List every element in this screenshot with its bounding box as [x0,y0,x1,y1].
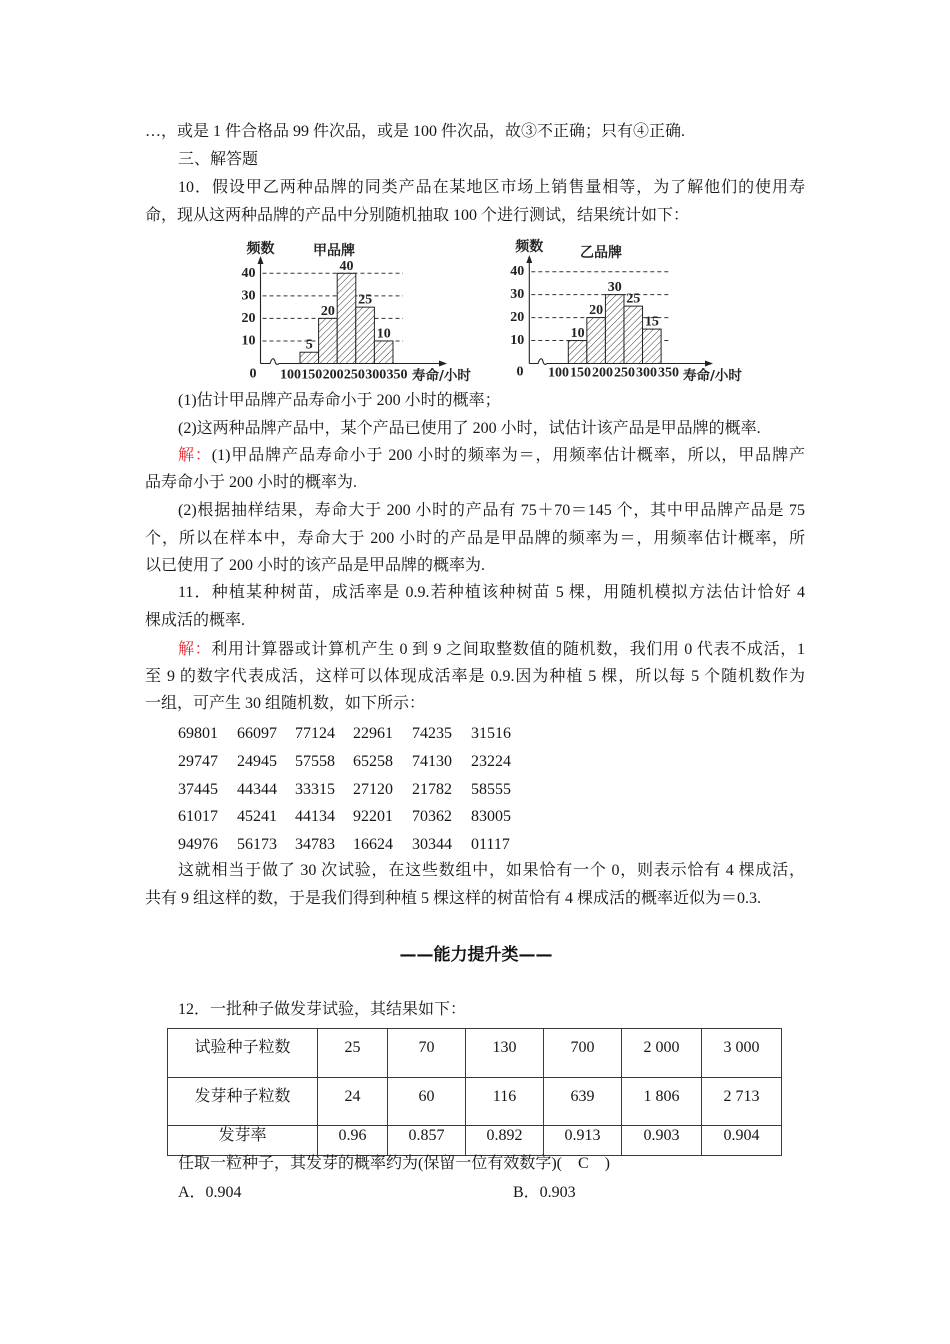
histogram-bar [568,341,587,364]
q11-conclusion-line: 共有 9 组这样的数，于是我们得到种植 5 棵这样的树苗恰有 4 棵成活的概率近似为＝0.3. [145,890,762,907]
bar-value-label: 40 [339,258,354,274]
table-cell: 0.892 [466,1126,544,1156]
table-cell: 24 [318,1078,388,1126]
table-cell: 700 [544,1029,622,1078]
random-number: 34783 [295,836,335,853]
x-tick-label: 350 [658,365,679,381]
y-tick-label: 30 [241,288,256,304]
y-tick-label: 10 [510,333,525,349]
y-axis-label: 频数 [246,241,275,257]
random-number: 65258 [353,752,393,770]
random-number: 22961 [353,725,393,742]
random-number: 77124 [295,725,335,742]
q10-solution-line: 以已使用了 200 小时的该产品是甲品牌的概率为. [145,557,486,574]
random-number: 44344 [237,780,277,798]
random-number: 57558 [295,752,335,770]
x-tick-label: 200 [322,367,344,383]
table-cell: 2 000 [622,1029,702,1078]
q11-conclusion-line: 这就相当于做了 30 次试验，在这些数组中，如果恰有一个 0，则表示恰有 4 棵成活， [178,862,805,879]
table-cell: 639 [544,1078,622,1126]
random-number: 29747 [178,752,218,770]
histogram-bar [356,307,375,363]
histogram-bar [300,352,319,363]
table-cell: 1 806 [622,1078,702,1126]
q10-solution-line [178,446,805,466]
y-tick-label: 20 [241,310,256,326]
table-cell: 0.96 [318,1126,388,1156]
q11-stem-line: 棵成活的概率. [145,612,246,629]
bar-value-label: 15 [644,314,659,330]
table-cell: 2 713 [702,1078,782,1126]
random-number: 66097 [237,725,277,742]
solution-text: 利用计算器或计算机产生 0 到 9 之间取整数值的随机数，我们用 0 代表不成活，1 [211,641,805,658]
random-number: 69801 [178,725,218,742]
q10-solution-line: (2)根据抽样结果，寿命大于 200 小时的产品有 75＋70＝145 个，其中甲品牌产品是 75 [178,502,805,519]
x-tick-label: 150 [570,365,591,381]
y-axis-arrow-icon [258,256,264,264]
random-number: 58555 [471,780,511,798]
histogram-bar [337,273,356,363]
random-number: 23224 [471,752,511,770]
germination-table [167,1028,782,1156]
q10-sub-question-2: (2)这两种品牌产品中，某个产品已使用了 200 小时，试估计该产品是甲品牌的概率. [178,420,761,437]
random-number: 74235 [412,725,452,742]
intro-line: …，或是 1 件合格品 99 件次品，或是 100 件次品，故③不正确；只有④正确. [145,123,686,140]
random-number: 01117 [471,836,510,853]
histogram-bar [605,295,624,364]
random-number: 44134 [295,808,335,826]
x-axis-label: 寿命/小时 [412,368,471,384]
table-cell: 0.857 [388,1126,466,1156]
random-number: 27120 [353,780,393,798]
bar-value-label: 10 [570,326,585,342]
random-number: 61017 [178,808,218,826]
table-cell: 116 [466,1078,544,1126]
x-tick-label: 100 [548,365,569,381]
x-tick-label: 250 [614,365,635,381]
y-tick-label: 30 [510,287,525,303]
table-row [168,1029,782,1078]
q10-solution-line: 品寿命小于 200 小时的概率为. [145,474,358,491]
q11-stem-line: 11．种植某种树苗，成活率是 0.9.若种植该种树苗 5 棵，用随机模拟方法估计恰好 4 [178,584,805,601]
random-number: 33315 [295,780,335,798]
x-tick-label: 150 [301,367,323,383]
y-axis-label: 频数 [515,239,544,255]
y-tick-label: 40 [510,264,525,280]
q10-solution-line: 个，所以在样本中，寿命大于 200 小时的产品是甲品牌的频率为＝，用频率估计概率，所 [145,530,805,547]
random-number: 45241 [237,808,277,826]
solution-label: 解： [178,447,212,464]
table-cell: 130 [466,1029,544,1078]
table-cell: 60 [388,1078,466,1126]
table-row [168,1126,782,1156]
bar-value-label: 30 [607,280,622,296]
q11-solution-line [178,640,805,660]
bar-value-label: 20 [589,303,604,319]
row-header: 试验种子粒数 [168,1029,318,1078]
q10-sub-question-1: (1)估计甲品牌产品寿命小于 200 小时的概率； [178,392,501,409]
q11-solution-line: 至 9 的数字代表成活，这样可以体现成活率是 0.9.因为种植 5 棵，所以每 5 个随机数作为 [145,668,805,685]
random-number: 37445 [178,780,218,798]
q12-stem: 12．一批种子做发芽试验，其结果如下： [178,1001,467,1018]
y-tick-label: 20 [510,310,525,326]
q10-stem-line: 命，现从这两种品牌的产品中分别随机抽取 100 个进行测试，结果统计如下： [145,207,690,224]
chart-title: 甲品牌 [313,243,355,259]
x-tick-label: 300 [636,365,657,381]
bar-value-label: 25 [626,291,641,307]
histogram-bar [624,306,643,363]
histogram-brand-yi [498,238,756,388]
y-axis-arrow-icon [526,255,532,263]
table-row [168,1078,782,1126]
random-number: 56173 [237,836,277,853]
table-cell: 0.903 [622,1126,702,1156]
row-header: 发芽种子粒数 [168,1078,318,1126]
bar-value-label: 20 [320,303,335,319]
table-cell: 0.904 [702,1126,782,1156]
random-number: 24945 [237,752,277,770]
row-header: 发芽率 [168,1126,318,1156]
option-b: B．0.903 [513,1184,576,1201]
random-number: 31516 [471,725,511,742]
table-cell: 70 [388,1029,466,1078]
random-number: 21782 [412,780,452,798]
origin-label: 0 [516,364,524,380]
y-tick-label: 40 [241,265,256,281]
x-tick-label: 350 [386,367,408,383]
origin-label: 0 [249,366,257,382]
bar-value-label: 5 [305,337,313,353]
random-number: 94976 [178,836,218,853]
table-cell: 0.913 [544,1126,622,1156]
bar-value-label: 10 [376,326,391,342]
random-number: 70362 [412,808,452,826]
random-number: 83005 [471,808,511,826]
bar-value-label: 25 [358,292,373,308]
x-axis-arrow-icon [439,361,447,367]
q11-solution-line: 一组，可产生 30 组随机数，如下所示： [145,695,426,712]
table-cell: 25 [318,1029,388,1078]
histogram-bar [643,329,662,363]
x-tick-label: 200 [592,365,613,381]
random-number: 16624 [353,836,393,853]
section-banner: ——能力提升类—— [399,945,553,965]
random-number: 30344 [412,836,452,853]
x-tick-label: 300 [365,367,387,383]
option-a: A．0.904 [178,1184,242,1201]
x-tick-label: 100 [280,367,301,383]
chart-title: 乙品牌 [580,245,622,261]
histogram-bar [587,318,606,364]
solution-text: (1)甲品牌产品寿命小于 200 小时的频率为＝，用频率估计概率，所以，甲品牌产 [211,447,805,464]
random-number: 92201 [353,808,393,826]
solution-label: 解： [178,641,212,658]
table-cell: 3 000 [702,1029,782,1078]
histogram-bar [374,341,393,364]
y-tick-label: 10 [241,333,256,349]
section-heading: 三、解答题 [178,151,259,168]
q10-stem-line: 10．假设甲乙两种品牌的同类产品在某地区市场上销售量相等，为了解他们的使用寿 [178,179,805,196]
q12-question: 任取一粒种子，其发芽的概率约为(保留一位有效数字)( C ) [178,1155,610,1172]
histogram-brand-jia [232,238,490,388]
x-axis-label: 寿命/小时 [683,368,742,384]
x-axis-arrow-icon [705,361,713,367]
x-tick-label: 250 [343,367,365,383]
random-number-grid [178,724,531,863]
histogram-bar [319,318,338,363]
random-number: 74130 [412,752,452,770]
